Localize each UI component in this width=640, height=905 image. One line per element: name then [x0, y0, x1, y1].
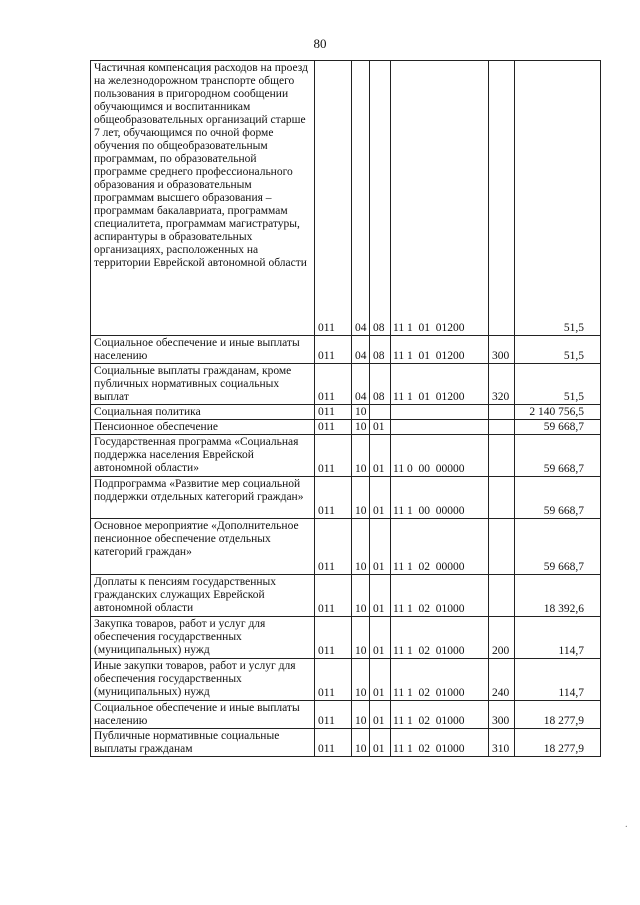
row-section-code: 10 — [352, 575, 370, 617]
row-ved-code: 011 — [315, 519, 352, 575]
row-amount: 18 277,9 — [515, 729, 601, 757]
row-expense-type — [489, 519, 515, 575]
row-amount: 2 140 756,5 — [515, 405, 601, 420]
row-section-code: 04 — [352, 336, 370, 364]
row-expense-type: 300 — [489, 336, 515, 364]
row-ved-code: 011 — [315, 617, 352, 659]
row-subsection-code: 01 — [370, 477, 391, 519]
row-name: Публичные нормативные социальные выплаты гражданам — [91, 729, 315, 757]
row-name: Закупка товаров, работ и услуг для обеспечения государственных (муниципальных) нужд — [91, 617, 315, 659]
table-row — [91, 364, 601, 405]
row-ved-code: 011 — [315, 364, 352, 405]
row-subsection-code: 01 — [370, 659, 391, 701]
table-row — [91, 575, 601, 617]
table-row — [91, 61, 601, 336]
row-expense-type — [489, 420, 515, 435]
table-row — [91, 420, 601, 435]
row-section-code: 10 — [352, 729, 370, 757]
row-amount: 18 277,9 — [515, 701, 601, 729]
row-name: Социальные выплаты гражданам, кроме публичных нормативных социальных выплат — [91, 364, 315, 405]
row-name: Основное мероприятие «Дополнительное пенсионное обеспечение отдельных категорий граждан» — [91, 519, 315, 575]
row-target-article: 11 1 02 01000 — [391, 575, 489, 617]
row-ved-code: 011 — [315, 435, 352, 477]
row-target-article: 11 1 02 01000 — [391, 617, 489, 659]
table-row — [91, 617, 601, 659]
table-row — [91, 405, 601, 420]
row-target-article: 11 1 00 00000 — [391, 477, 489, 519]
row-ved-code: 011 — [315, 336, 352, 364]
row-section-code: 10 — [352, 659, 370, 701]
row-expense-type — [489, 405, 515, 420]
table-row — [91, 729, 601, 757]
row-subsection-code: 01 — [370, 729, 391, 757]
row-expense-type: 300 — [489, 701, 515, 729]
row-target-article: 11 1 01 01200 — [391, 364, 489, 405]
row-section-code: 10 — [352, 477, 370, 519]
row-ved-code: 011 — [315, 420, 352, 435]
row-section-code: 10 — [352, 701, 370, 729]
row-subsection-code — [370, 405, 391, 420]
row-target-article: 11 1 02 01000 — [391, 701, 489, 729]
row-ved-code: 011 — [315, 701, 352, 729]
row-name: Доплаты к пенсиям государственных гражданских служащих Еврейской автономной области — [91, 575, 315, 617]
row-amount: 59 668,7 — [515, 435, 601, 477]
row-subsection-code: 01 — [370, 420, 391, 435]
row-name: Социальная политика — [91, 405, 315, 420]
row-amount: 51,5 — [515, 336, 601, 364]
row-ved-code: 011 — [315, 575, 352, 617]
row-amount: 114,7 — [515, 617, 601, 659]
row-section-code: 04 — [352, 364, 370, 405]
budget-table — [90, 60, 601, 757]
table-row — [91, 336, 601, 364]
row-amount: 51,5 — [515, 61, 601, 336]
row-name: Государственная программа «Социальная поддержка населения Еврейской автономной области» — [91, 435, 315, 477]
row-target-article: 11 1 02 01000 — [391, 729, 489, 757]
row-section-code: 10 — [352, 519, 370, 575]
row-name: Частичная компенсация расходов на проезд на железнодорожном транспорте общего пользования в пригородном сообщении обучающимся и воспитанникам общеобразовательных организаций старше 7 лет, обучающимся по очной форме обучения по общеобразовательным программам, по образовательной программе среднего профессионального образования и образовательным программам высшего образования – программам бакалавриата, программам специалитета, программам магистратуры, аспирантуры в образовательных организациях, расположенных на территории Еврейской автономной области — [91, 61, 315, 336]
row-ved-code: 011 — [315, 729, 352, 757]
row-ved-code: 011 — [315, 405, 352, 420]
row-amount: 59 668,7 — [515, 519, 601, 575]
row-target-article: 11 1 02 01000 — [391, 659, 489, 701]
table-row — [91, 477, 601, 519]
row-target-article: 11 0 00 00000 — [391, 435, 489, 477]
row-target-article — [391, 405, 489, 420]
table-row — [91, 659, 601, 701]
row-target-article: 11 1 02 00000 — [391, 519, 489, 575]
page-number: 80 — [313, 36, 327, 51]
row-target-article: 11 1 01 01200 — [391, 336, 489, 364]
row-expense-type — [489, 477, 515, 519]
row-section-code: 04 — [352, 61, 370, 336]
row-subsection-code: 08 — [370, 336, 391, 364]
row-expense-type: 200 — [489, 617, 515, 659]
row-target-article: 11 1 01 01200 — [391, 61, 489, 336]
row-subsection-code: 01 — [370, 519, 391, 575]
row-expense-type: 320 — [489, 364, 515, 405]
row-name: Социальное обеспечение и иные выплаты населению — [91, 336, 315, 364]
row-subsection-code: 01 — [370, 435, 391, 477]
table-row — [91, 519, 601, 575]
row-section-code: 10 — [352, 420, 370, 435]
row-amount: 51,5 — [515, 364, 601, 405]
row-name: Пенсионное обеспечение — [91, 420, 315, 435]
row-name: Социальное обеспечение и иные выплаты населению — [91, 701, 315, 729]
table-row — [91, 435, 601, 477]
row-section-code: 10 — [352, 435, 370, 477]
row-section-code: 10 — [352, 405, 370, 420]
row-amount: 59 668,7 — [515, 477, 601, 519]
table-row — [91, 701, 601, 729]
row-subsection-code: 01 — [370, 701, 391, 729]
row-amount: 114,7 — [515, 659, 601, 701]
row-section-code: 10 — [352, 617, 370, 659]
row-name: Иные закупки товаров, работ и услуг для обеспечения государственных (муниципальных) нужд — [91, 659, 315, 701]
row-ved-code: 011 — [315, 61, 352, 336]
row-ved-code: 011 — [315, 477, 352, 519]
scan-mark: · — [624, 822, 628, 833]
row-expense-type — [489, 61, 515, 336]
row-subsection-code: 01 — [370, 575, 391, 617]
row-subsection-code: 08 — [370, 364, 391, 405]
row-expense-type: 310 — [489, 729, 515, 757]
row-amount: 18 392,6 — [515, 575, 601, 617]
row-name: Подпрограмма «Развитие мер социальной поддержки отдельных категорий граждан» — [91, 477, 315, 519]
row-expense-type — [489, 435, 515, 477]
row-subsection-code: 08 — [370, 61, 391, 336]
row-ved-code: 011 — [315, 659, 352, 701]
row-target-article — [391, 420, 489, 435]
row-expense-type: 240 — [489, 659, 515, 701]
row-expense-type — [489, 575, 515, 617]
row-amount: 59 668,7 — [515, 420, 601, 435]
row-subsection-code: 01 — [370, 617, 391, 659]
